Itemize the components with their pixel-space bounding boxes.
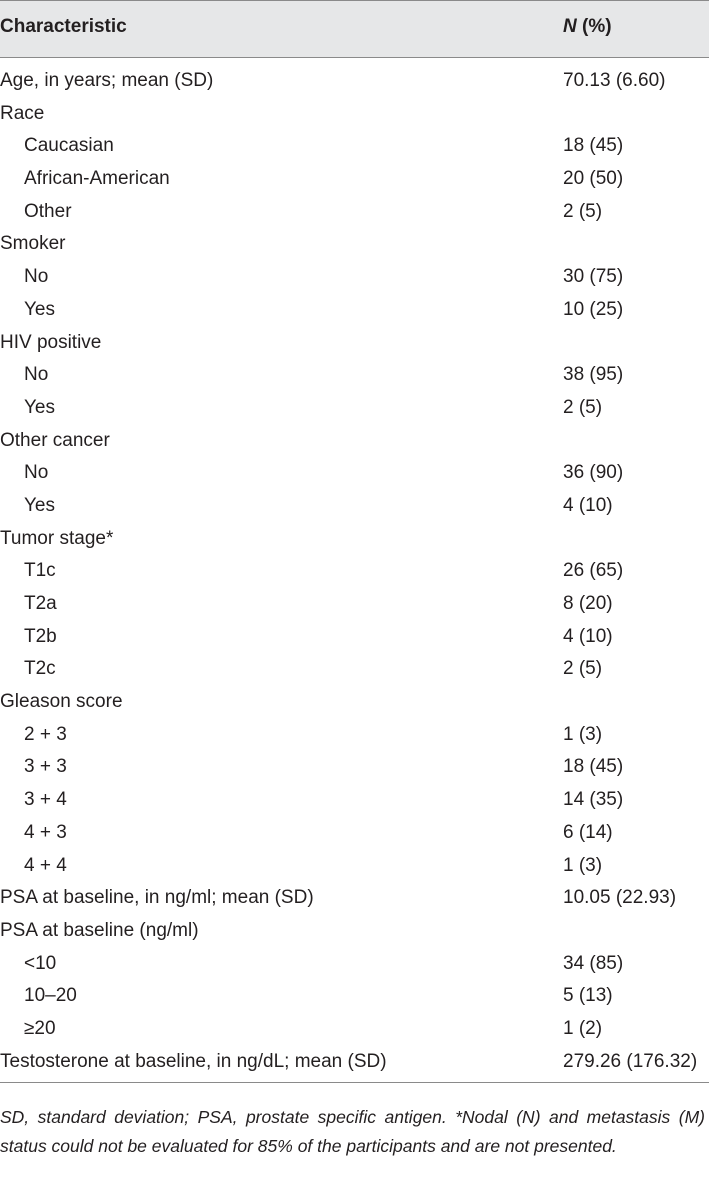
table-row [0,719,709,752]
table-row [0,261,709,294]
table-row [0,294,709,327]
row-label: Testosterone at baseline, in ng/dL; mean (SD) [0,1050,387,1072]
table-row [0,196,709,229]
row-label: T1c [24,560,56,582]
row-label: Yes [24,396,55,418]
table-row [0,359,709,392]
row-label: T2b [24,625,57,647]
table-row [0,130,709,163]
table-header [0,0,709,57]
header-percent: (%) [576,16,612,37]
table-footnote: SD, standard deviation; PSA, prostate specific antigen. *Nodal (N) and metastasis (M) status could not be evaluated for 85% of the participants and are not presented. [0,1107,705,1156]
row-value: 8 (20) [563,593,613,614]
row-label: 2 + 3 [24,723,67,745]
table-row [0,686,709,719]
row-label: 4 + 4 [24,854,67,876]
row-label: <10 [24,952,57,974]
table-row [0,1013,709,1046]
row-label: No [24,364,49,386]
row-label: Age, in years; mean (SD) [0,70,214,91]
row-label: No [24,266,49,288]
table-row [0,65,709,98]
table-row [0,948,709,981]
row-value: 279.26 (176.32) [563,1050,698,1072]
row-label: PSA at baseline (ng/ml) [0,919,199,941]
row-value: 36 (90) [563,462,624,484]
row-value: 20 (50) [563,168,624,190]
table-row [0,882,709,915]
table-body [0,65,709,1078]
row-label: Smoker [0,233,66,255]
row-label: 3 + 4 [24,789,67,811]
row-label: T2a [24,593,57,614]
row-value: 70.13 (6.60) [563,70,666,91]
table-row [0,98,709,131]
row-value: 18 (45) [563,135,624,157]
table-row [0,163,709,196]
table-row [0,457,709,490]
table-row [0,1046,709,1079]
row-value: 10.05 (22.93) [563,887,677,909]
row-label: No [24,462,49,484]
row-label: Other cancer [0,429,110,451]
row-value: 14 (35) [563,789,624,811]
table-row [0,817,709,850]
row-value: 26 (65) [563,560,624,582]
row-label: ≥20 [24,1017,56,1039]
table-row [0,523,709,556]
top-rule [0,0,709,1]
row-value: 34 (85) [563,952,624,974]
row-value: 1 (3) [563,723,603,745]
table-row [0,850,709,883]
header-characteristic: Characteristic [0,16,127,37]
row-label: T2c [24,658,56,680]
row-label: 10–20 [24,985,77,1007]
row-value: 38 (95) [563,364,624,386]
row-label: African-American [24,168,170,190]
table-row [0,555,709,588]
header-rule [0,57,709,58]
row-value: 4 (10) [563,494,613,516]
row-value: 2 (5) [563,200,603,222]
row-value: 10 (25) [563,298,624,320]
table-row [0,653,709,686]
row-label: 4 + 3 [24,821,67,843]
table-row [0,392,709,425]
row-value: 2 (5) [563,396,603,418]
row-label: PSA at baseline, in ng/ml; mean (SD) [0,887,314,909]
row-label: 3 + 3 [24,756,67,778]
row-label: Race [0,102,45,124]
table-row [0,621,709,654]
table-row [0,751,709,784]
row-label: HIV positive [0,331,102,353]
row-label: Tumor stage* [0,527,114,549]
row-label: Yes [24,298,55,320]
table-row [0,915,709,948]
row-label: Yes [24,494,55,516]
header-n-percent [563,13,612,41]
row-value: 6 (14) [563,821,613,843]
row-value: 1 (3) [563,854,603,876]
table-row [0,490,709,523]
table-row [0,980,709,1013]
row-value: 1 (2) [563,1017,603,1039]
row-label: Other [24,200,72,222]
table-row [0,327,709,360]
row-value: 2 (5) [563,658,603,680]
row-value: 30 (75) [563,266,624,288]
header-n-italic: N [563,16,577,37]
table-row [0,425,709,458]
row-value: 4 (10) [563,625,613,647]
table-row [0,228,709,261]
table-row [0,784,709,817]
bottom-rule [0,1082,709,1083]
table-row [0,588,709,621]
row-value: 5 (13) [563,985,613,1007]
row-value: 18 (45) [563,756,624,778]
row-label: Caucasian [24,135,114,157]
row-label: Gleason score [0,691,123,713]
